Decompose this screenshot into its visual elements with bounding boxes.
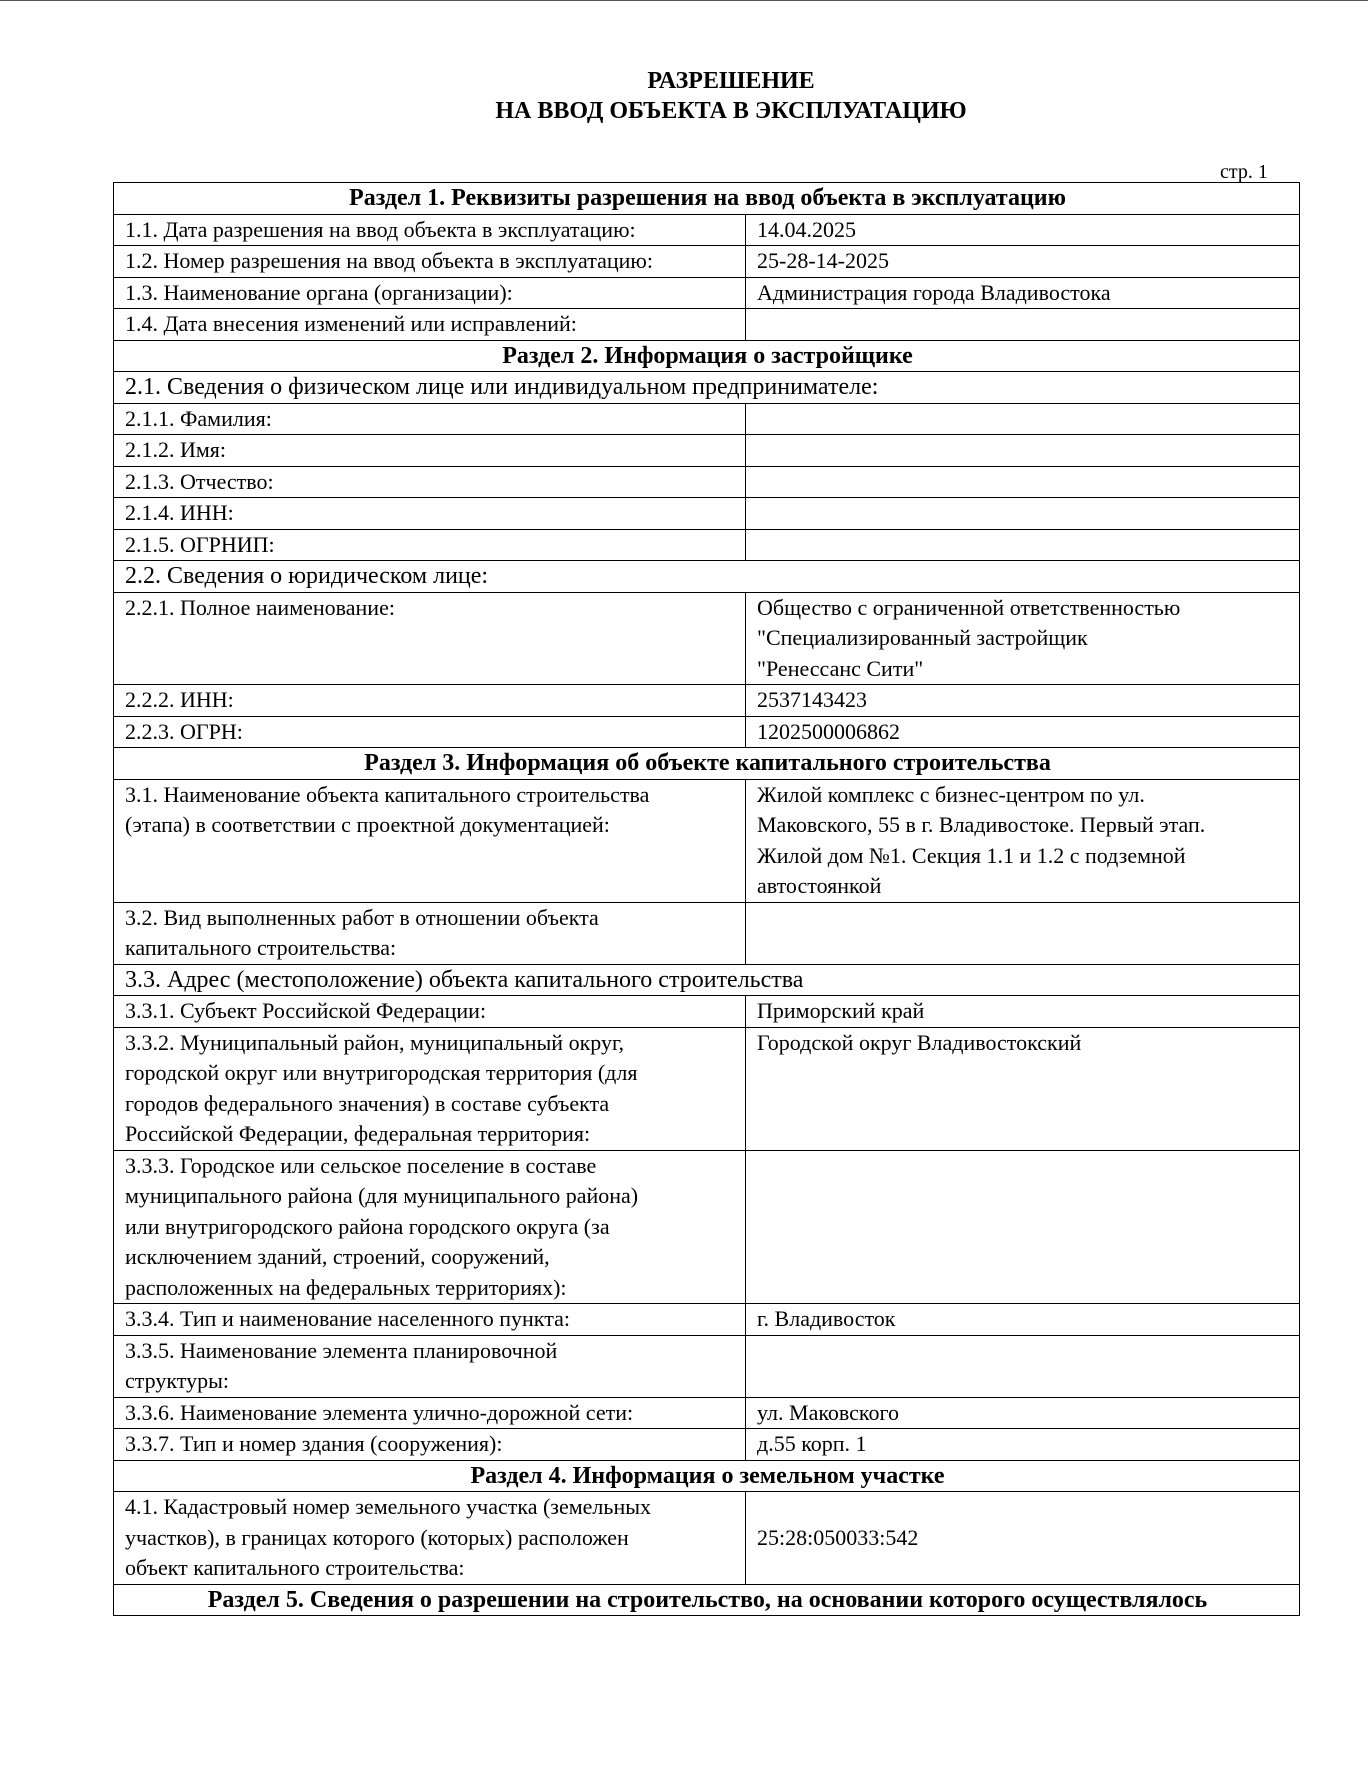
field-value: г. Владивосток [746,1304,1300,1336]
field-label: 3.1. Наименование объекта капитального строительства (этапа) в соответствии с проектной документацией: [114,779,746,902]
field-label: 3.3.4. Тип и наименование населенного пункта: [114,1304,746,1336]
permit-form-table [113,182,1300,1616]
table-row [114,1492,1300,1585]
field-value: ул. Маковского [746,1397,1300,1429]
field-label: 2.1.4. ИНН: [114,498,746,530]
section-1-heading: Раздел 1. Реквизиты разрешения на ввод объекта в эксплуатацию [114,183,1300,215]
field-label: 2.2.3. ОГРН: [114,716,746,748]
table-row [114,779,1300,902]
table-row [114,529,1300,561]
field-label: 2.2.2. ИНН: [114,685,746,717]
table-row [114,246,1300,278]
field-label: 1.4. Дата внесения изменений или исправлений: [114,309,746,341]
table-row [114,592,1300,685]
table-row [114,466,1300,498]
field-label: 3.3.3. Городское или сельское поселение в составе муниципального района (для муниципального района) или внутригородского района городского округа (за исключением зданий, строений, сооружений, расположенных на федеральных территориях): [114,1150,746,1304]
table-row [114,498,1300,530]
section-2-header-row [114,340,1300,372]
field-value: Приморский край [746,996,1300,1028]
field-value: Общество с ограниченной ответственностью "Специализированный застройщик "Ренессанс Сити" [746,592,1300,685]
field-value: 25-28-14-2025 [746,246,1300,278]
field-value: Администрация города Владивостока [746,277,1300,309]
table-row [114,716,1300,748]
field-label: 3.3.2. Муниципальный район, муниципальный округ, городской округ или внутригородская территория (для городов федерального значения) в составе субъекта Российской Федерации, федеральная территория: [114,1027,746,1150]
section-2-heading: Раздел 2. Информация о застройщике [114,340,1300,372]
section-3-heading: Раздел 3. Информация об объекте капитального строительства [114,748,1300,780]
field-value: 25:28:050033:542 [746,1492,1300,1585]
document-title [0,66,1368,126]
field-value: 14.04.2025 [746,214,1300,246]
table-row [114,309,1300,341]
individual-subsection-heading: 2.1. Сведения о физическом лице или индивидуальном предпринимателе: [114,372,1300,404]
document-title-line-1: РАЗРЕШЕНИЕ [647,68,815,94]
field-label: 4.1. Кадастровый номер земельного участка (земельных участков), в границах которого (которых) расположен объект капитального строительства: [114,1492,746,1585]
table-row [114,1335,1300,1397]
table-row [114,1304,1300,1336]
field-label: 3.3.5. Наименование элемента планировочной структуры: [114,1335,746,1397]
field-value [746,403,1300,435]
field-label: 3.3.7. Тип и номер здания (сооружения): [114,1429,746,1461]
table-row [114,902,1300,964]
field-label: 3.3.1. Субъект Российской Федерации: [114,996,746,1028]
field-label: 2.1.5. ОГРНИП: [114,529,746,561]
table-row [114,277,1300,309]
field-value [746,466,1300,498]
section-3-header-row [114,748,1300,780]
field-value: 1202500006862 [746,716,1300,748]
page-top-edge [0,0,1368,1]
section-5-header-row [114,1584,1300,1616]
legal-entity-subsection-heading: 2.2. Сведения о юридическом лице: [114,561,1300,593]
field-label: 2.2.1. Полное наименование: [114,592,746,685]
field-label: 3.2. Вид выполненных работ в отношении объекта капитального строительства: [114,902,746,964]
field-label: 1.3. Наименование органа (организации): [114,277,746,309]
table-row [114,1429,1300,1461]
section-4-header-row [114,1460,1300,1492]
table-row [114,214,1300,246]
field-value [746,529,1300,561]
field-label: 2.1.3. Отчество: [114,466,746,498]
table-row [114,435,1300,467]
field-label: 2.1.2. Имя: [114,435,746,467]
subsection-row [114,964,1300,996]
subsection-row [114,372,1300,404]
field-label: 3.3.6. Наименование элемента улично-дорожной сети: [114,1397,746,1429]
field-value: Городской округ Владивостокский [746,1027,1300,1150]
section-4-heading: Раздел 4. Информация о земельном участке [114,1460,1300,1492]
table-row [114,1397,1300,1429]
subsection-row [114,561,1300,593]
section-1-header-row [114,183,1300,215]
field-value [746,435,1300,467]
section-5-heading: Раздел 5. Сведения о разрешении на строительство, на основании которого осуществлялось [114,1584,1300,1616]
table-row [114,1150,1300,1304]
field-value: 2537143423 [746,685,1300,717]
table-row [114,685,1300,717]
field-value: Жилой комплекс с бизнес-центром по ул. Маковского, 55 в г. Владивостоке. Первый этап. Жилой дом №1. Секция 1.1 и 1.2 с подземной автостоянкой [746,779,1300,902]
field-value [746,1335,1300,1397]
table-row [114,1027,1300,1150]
field-label: 1.2. Номер разрешения на ввод объекта в эксплуатацию: [114,246,746,278]
field-value [746,1150,1300,1304]
address-subsection-heading: 3.3. Адрес (местоположение) объекта капитального строительства [114,964,1300,996]
table-row [114,996,1300,1028]
field-label: 2.1.1. Фамилия: [114,403,746,435]
field-value [746,498,1300,530]
field-value [746,902,1300,964]
table-row [114,403,1300,435]
field-value [746,309,1300,341]
document-title-line-2: НА ВВОД ОБЪЕКТА В ЭКСПЛУАТАЦИЮ [495,98,967,124]
page-number: стр. 1 [1220,161,1268,183]
field-value: д.55 корп. 1 [746,1429,1300,1461]
field-label: 1.1. Дата разрешения на ввод объекта в эксплуатацию: [114,214,746,246]
